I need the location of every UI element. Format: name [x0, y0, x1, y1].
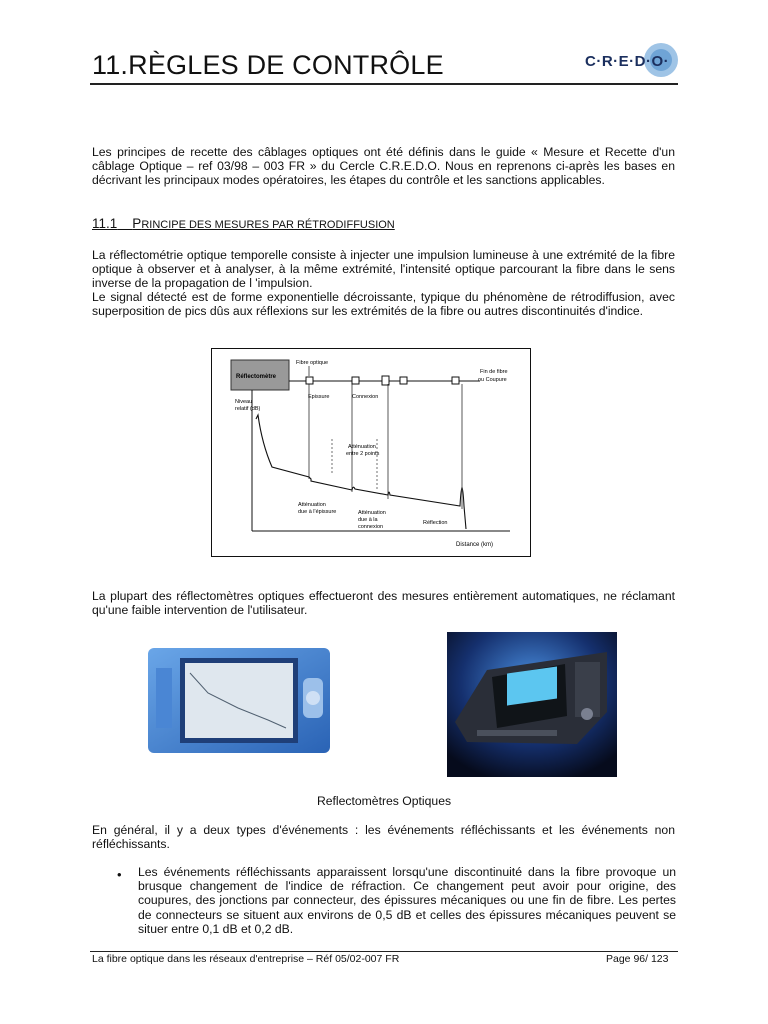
label-att-connexion-2: due à la [358, 517, 378, 523]
footer-reference: La fibre optique dans les réseaux d'entreprise – Réf 05/02-007 FR [92, 953, 400, 965]
label-distance: Distance (km) [456, 542, 494, 548]
title-rule [90, 83, 678, 85]
bullet-marker: • [117, 867, 122, 882]
paragraph-reflectometry: La réflectométrie optique temporelle consiste à injecter une impulsion lumineuse à une extrémité de la fibre optique à observer et à analyser, à la même extrémité, l'intensité optique parcourant la fibre dans le sens inverse de la propagation de l 'impulsion. [92, 248, 675, 291]
figure-caption: Reflectomètres Optiques [316, 794, 452, 808]
credo-logo [583, 40, 681, 80]
paragraph-events: En général, il y a deux types d'événements : les événements réfléchissants et les événements non réfléchissants. [92, 823, 675, 852]
label-att-epissure-2: due à l'épissure [298, 509, 337, 515]
label-reflectometre: Réflectomètre [236, 374, 277, 380]
label-att-epissure-1: Atténuation [298, 502, 326, 508]
label-att-2-points-1: Atténuation [348, 444, 376, 450]
label-connexion: Connexion [352, 394, 379, 400]
connection-marker-b [400, 377, 407, 384]
label-fin-de-fibre-2: ou Coupure [478, 377, 507, 383]
otdr-diagram [211, 348, 531, 557]
connector-1 [306, 377, 313, 384]
logo-text: C·R·E·D·O· [585, 53, 670, 70]
section-number: 11.1 [92, 216, 118, 231]
section-title-cap: P [132, 216, 142, 231]
end-marker [452, 377, 459, 384]
label-epissure: Epissure [308, 394, 330, 400]
page-number: Page 96/ 123 [606, 953, 669, 965]
label-att-connexion-1: Atténuation [358, 510, 386, 516]
label-att-2-points-2: entre 2 points [346, 451, 380, 457]
paragraph-automatic: La plupart des réflectomètres optiques effectueront des mesures entièrement automatiques, ne réclamant qu'une faible intervention de l'utilisateur. [92, 589, 675, 618]
label-niveau-1: Niveau [235, 399, 253, 405]
intro-paragraph: Les principes de recette des câblages optiques ont été définis dans le guide « Mesure et Recette d'un câblage Optique – ref 03/98 – 003 FR » du Cercle C.R.E.D.O. Nous en reprenons ci-après les bases en décrivant les principaux modes opératoires, les étapes du contrôle et les sanctions applicables. [92, 145, 675, 188]
label-reflection: Réflection [423, 520, 448, 526]
page-title: 11.RÈGLES DE CONTRÔLE [92, 50, 444, 80]
label-att-connexion-3: connexion [358, 524, 384, 530]
reflectometer-photo-1 [148, 648, 330, 753]
connection-marker-a [382, 376, 389, 385]
label-fibre-optique: Fibre optique [296, 360, 329, 366]
footer-rule [90, 951, 678, 952]
section-heading [92, 216, 395, 231]
splice-marker [352, 377, 359, 384]
reflectometer-photo-2 [447, 632, 617, 777]
label-niveau-2: relatif (dB) [235, 406, 261, 412]
bullet-reflective-events: Les événements réfléchissants apparaissent lorsqu'une discontinuité dans la fibre provoque un brusque changement de l'indice de réfraction. Ce changement peut avoir pour origine, des coupures, des jonctions par connecteur, des épissures mécaniques ou une fin de fibre. Les pertes de connecteurs se situent aux environs de 0,5 dB et celles des épissures mécaniques peuvent se situer entre 0,1 dB et 0,2 dB. [138, 865, 676, 936]
label-fin-de-fibre-1: Fin de fibre [480, 369, 508, 375]
otdr-diagram-svg [212, 349, 529, 555]
paragraph-signal: Le signal détecté est de forme exponentielle décroissante, typique du phénomène de rétrodiffusion, avec superposition de pics dûs aux réflexions sur les extrémités de la fibre ou autres discontinuités d'indice. [92, 290, 675, 319]
section-title-rest: RINCIPE DES MESURES PAR RÉTRODIFFUSION [141, 219, 395, 231]
